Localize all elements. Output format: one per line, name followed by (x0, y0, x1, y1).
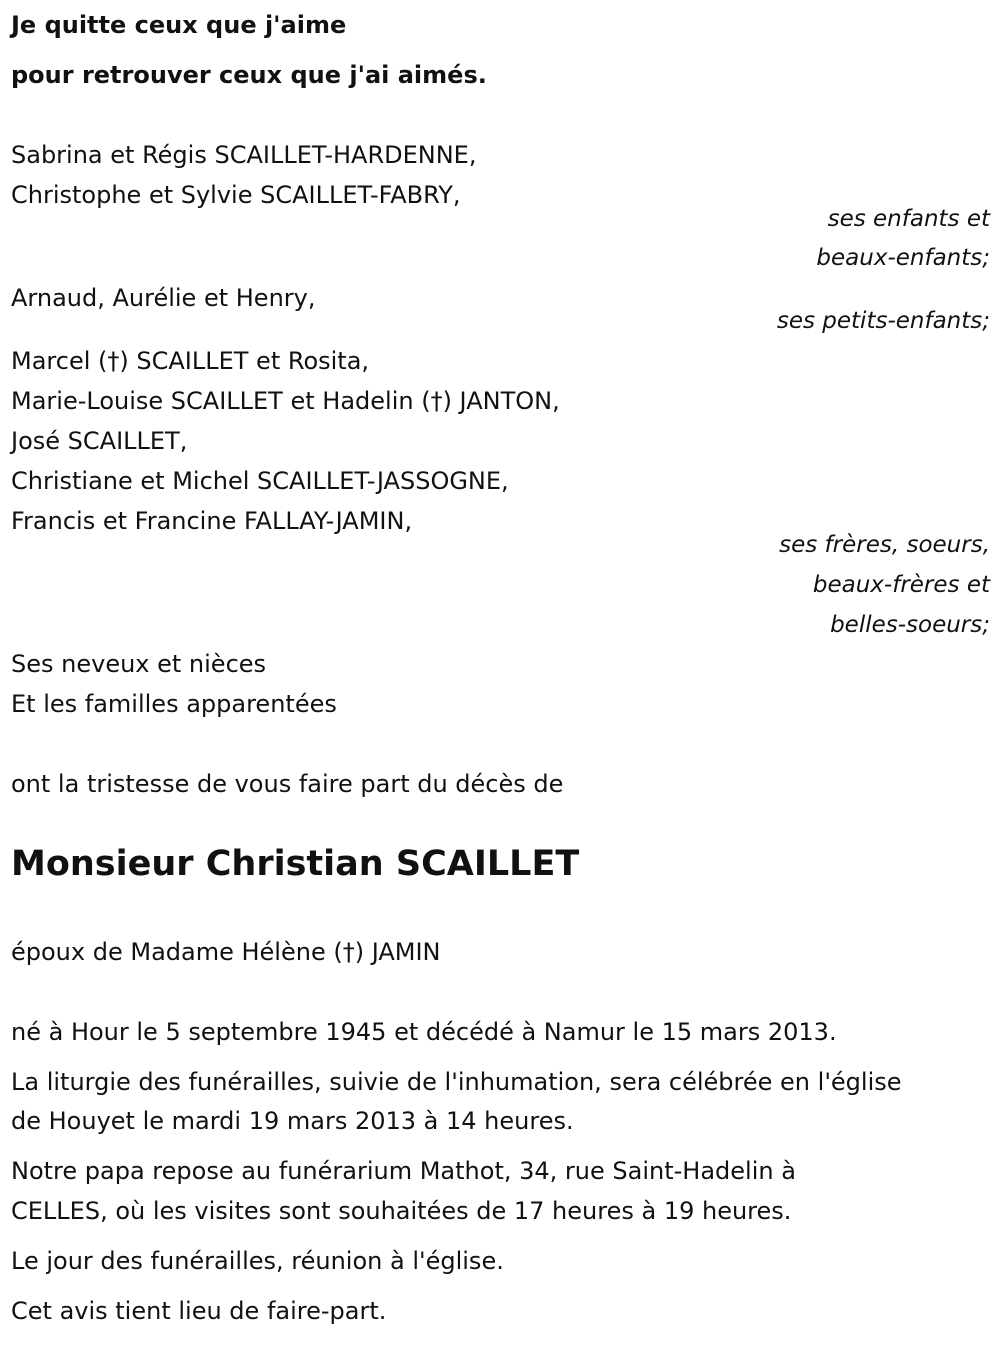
siblings-role-2: beaux-frères et (812, 572, 990, 598)
announcement: ont la tristesse de vous faire part du décès de (11, 770, 564, 798)
birth-death-line: né à Hour le 5 septembre 1945 et décédé à Namur le 15 mars 2013. (11, 1018, 837, 1046)
deceased-name: Monsieur Christian SCAILLET (11, 844, 580, 884)
meeting-line: Le jour des funérailles, réunion à l'église. (11, 1247, 504, 1275)
children-role-1: ses enfants et (827, 206, 990, 232)
siblings-role-3: belles-soeurs; (830, 612, 990, 638)
spouse-line: époux de Madame Hélène (†) JAMIN (11, 938, 441, 966)
children-name-2: Christophe et Sylvie SCAILLET-FABRY, (11, 181, 461, 209)
sibling-name-3: José SCAILLET, (11, 427, 188, 455)
sibling-name-2: Marie-Louise SCAILLET et Hadelin (†) JANTON, (11, 387, 560, 415)
motto-line-2: pour retrouver ceux que j'ai aimés. (11, 61, 487, 89)
closing-line: Cet avis tient lieu de faire-part. (11, 1297, 387, 1325)
liturgy-line-1: La liturgie des funérailles, suivie de l'inhumation, sera célébrée en l'église (11, 1068, 902, 1096)
sibling-name-4: Christiane et Michel SCAILLET-JASSOGNE, (11, 467, 509, 495)
visitation-line-1: Notre papa repose au funérarium Mathot, 34, rue Saint-Hadelin à (11, 1157, 796, 1185)
children-role-2: beaux-enfants; (816, 245, 990, 271)
liturgy-line-2: de Houyet le mardi 19 mars 2013 à 14 heures. (11, 1107, 574, 1135)
others-line-2: Et les familles apparentées (11, 690, 337, 718)
others-line-1: Ses neveux et nièces (11, 650, 267, 678)
sibling-name-1: Marcel (†) SCAILLET et Rosita, (11, 347, 370, 375)
sibling-name-5: Francis et Francine FALLAY-JAMIN, (11, 507, 413, 535)
motto-line-1: Je quitte ceux que j'aime (11, 11, 347, 39)
grandchildren-names: Arnaud, Aurélie et Henry, (11, 284, 316, 312)
grandchildren-role: ses petits-enfants; (776, 308, 990, 334)
visitation-line-2: CELLES, où les visites sont souhaitées de 17 heures à 19 heures. (11, 1197, 792, 1225)
siblings-role-1: ses frères, soeurs, (779, 532, 990, 558)
children-name-1: Sabrina et Régis SCAILLET-HARDENNE, (11, 141, 477, 169)
